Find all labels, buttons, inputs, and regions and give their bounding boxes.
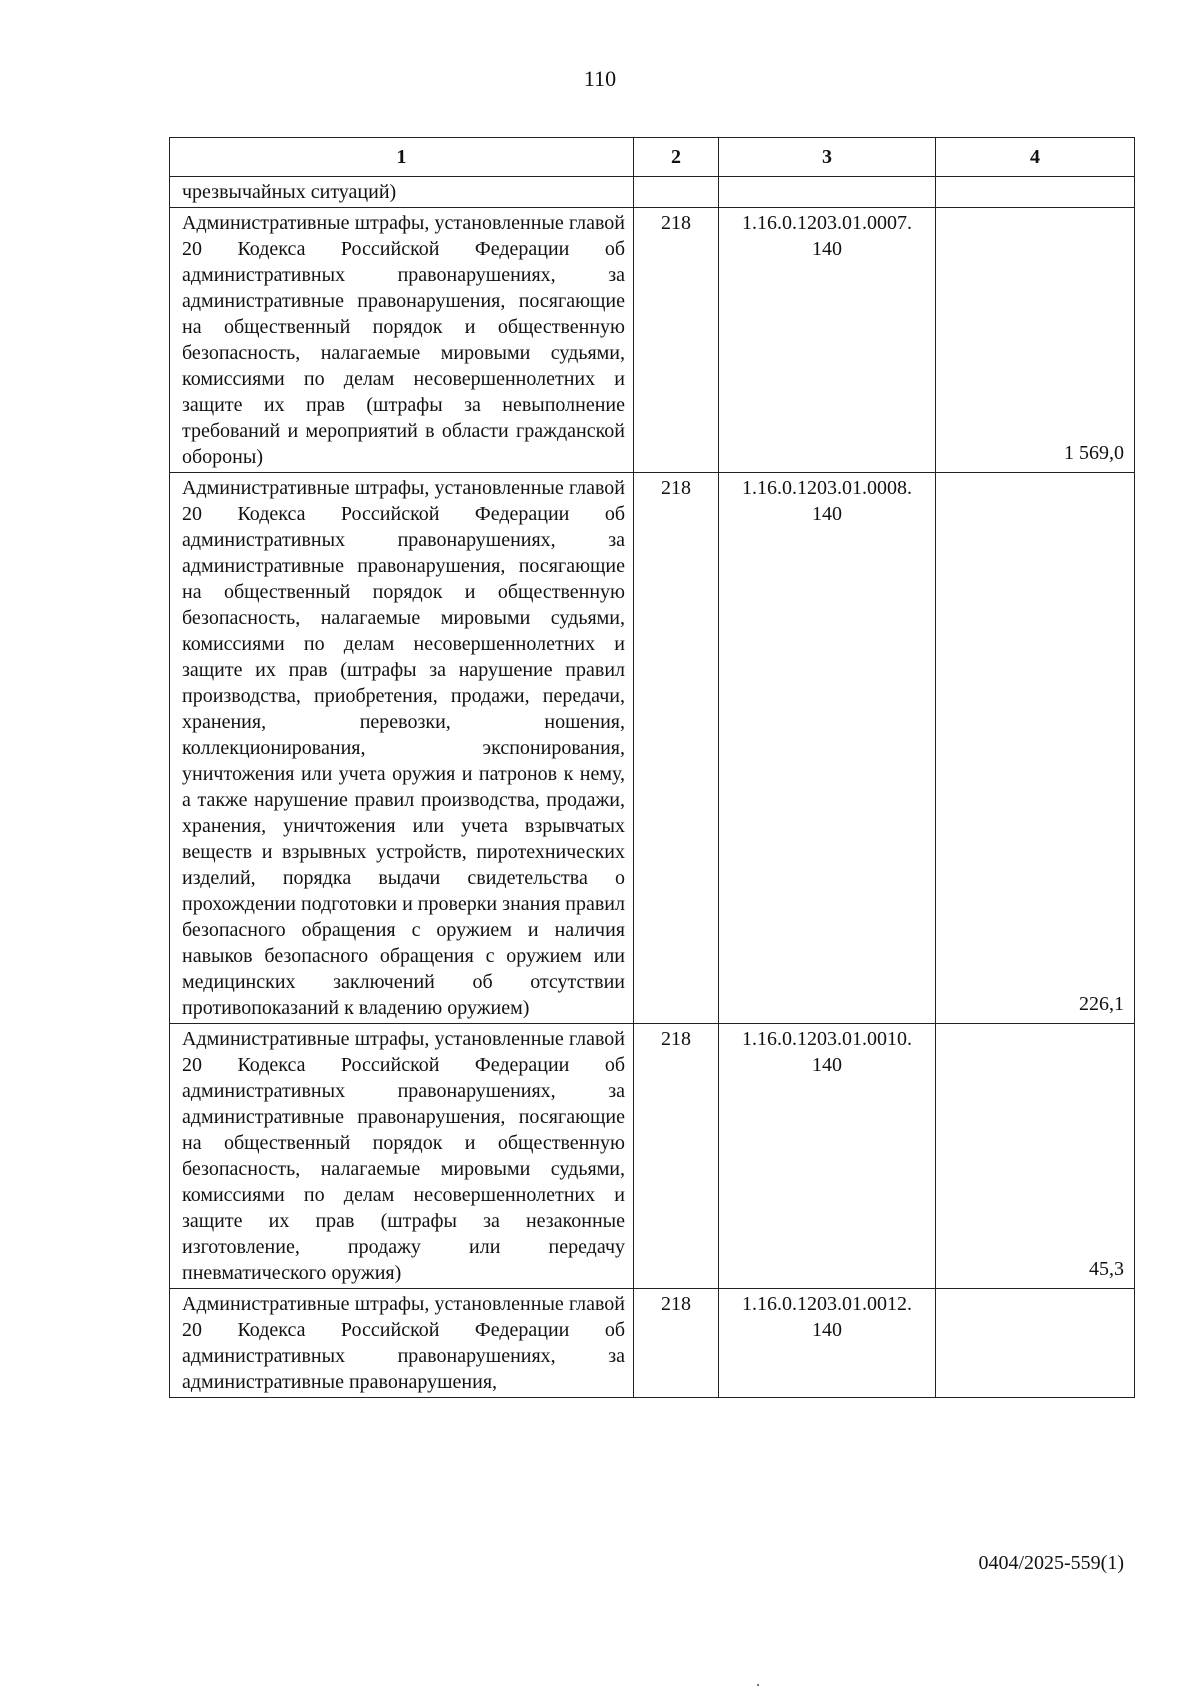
document-registration-code: 0404/2025-559(1) — [978, 1552, 1124, 1574]
row-kbk — [719, 1289, 936, 1398]
row-amount — [936, 177, 1135, 208]
table-row — [170, 1024, 1135, 1289]
row-kbk-line2: 140 — [812, 503, 842, 525]
row-description: чрезвычайных ситуаций) — [170, 177, 634, 208]
column-header-2: 2 — [634, 138, 719, 177]
row-amount: 226,1 — [936, 473, 1135, 1024]
table-row-continuation — [170, 177, 1135, 208]
table-row — [170, 1289, 1135, 1398]
row-amount — [936, 1289, 1135, 1398]
row-kbk — [719, 1024, 936, 1289]
row-kbk-line2: 140 — [812, 1319, 842, 1341]
row-admin-code — [634, 177, 719, 208]
row-admin-code: 218 — [634, 208, 719, 473]
row-admin-code: 218 — [634, 473, 719, 1024]
row-amount: 45,3 — [936, 1024, 1135, 1289]
column-header-1: 1 — [170, 138, 634, 177]
row-description: Административные штрафы, установленные главой 20 Кодекса Российской Федерации об административных правонарушениях, за административные правонарушения, посягающие на общественный порядок и общественную безопасность, налагаемые мировыми судьями, комиссиями по делам несовершеннолетних и защите их прав (штрафы за незаконные изготовление, продажу или передачу пневматического оружия) — [170, 1024, 634, 1289]
column-header-3: 3 — [719, 138, 936, 177]
table-row — [170, 473, 1135, 1024]
row-kbk — [719, 177, 936, 208]
row-kbk-line2: 140 — [812, 1054, 842, 1076]
row-description: Административные штрафы, установленные главой 20 Кодекса Российской Федерации об административных правонарушениях, за административные правонарушения, посягающие на общественный порядок и общественную безопасность, налагаемые мировыми судьями, комиссиями по делам несовершеннолетних и защите их прав (штрафы за невыполнение требований и мероприятий в области гражданской обороны) — [170, 208, 634, 473]
row-kbk-line1: 1.16.0.1203.01.0012. — [742, 1293, 912, 1315]
row-kbk-line1: 1.16.0.1203.01.0010. — [742, 1028, 912, 1050]
row-description: Административные штрафы, установленные главой 20 Кодекса Российской Федерации об административных правонарушениях, за административные правонарушения, — [170, 1289, 634, 1398]
revenue-table — [169, 137, 1135, 1398]
row-description: Административные штрафы, установленные главой 20 Кодекса Российской Федерации об административных правонарушениях, за административные правонарушения, посягающие на общественный порядок и общественную безопасность, налагаемые мировыми судьями, комиссиями по делам несовершеннолетних и защите их прав (штрафы за нарушение правил производства, приобретения, продажи, передачи, хранения, перевозки, ношения, коллекционирования, экспонирования, уничтожения или учета оружия и патронов к нему, а также нарушение правил производства, продажи, хранения, уничтожения или учета взрывчатых веществ и взрывных устройств, пиротехнических изделий, порядка выдачи свидетельства о прохождении подготовки и проверки знания правил безопасного обращения с оружием и наличия навыков безопасного обращения с оружием или медицинских заключений об отсутствии противопоказаний к владению оружием) — [170, 473, 634, 1024]
row-admin-code: 218 — [634, 1289, 719, 1398]
row-kbk — [719, 208, 936, 473]
row-amount: 1 569,0 — [936, 208, 1135, 473]
table-header-row — [170, 138, 1135, 177]
row-kbk-line1: 1.16.0.1203.01.0008. — [742, 477, 912, 499]
row-admin-code: 218 — [634, 1024, 719, 1289]
row-kbk — [719, 473, 936, 1024]
row-kbk-line1: 1.16.0.1203.01.0007. — [742, 212, 912, 234]
row-kbk-line2: 140 — [812, 238, 842, 260]
table-row — [170, 208, 1135, 473]
column-header-4: 4 — [936, 138, 1135, 177]
page-number: 110 — [583, 66, 617, 91]
scan-speck — [757, 1684, 759, 1686]
